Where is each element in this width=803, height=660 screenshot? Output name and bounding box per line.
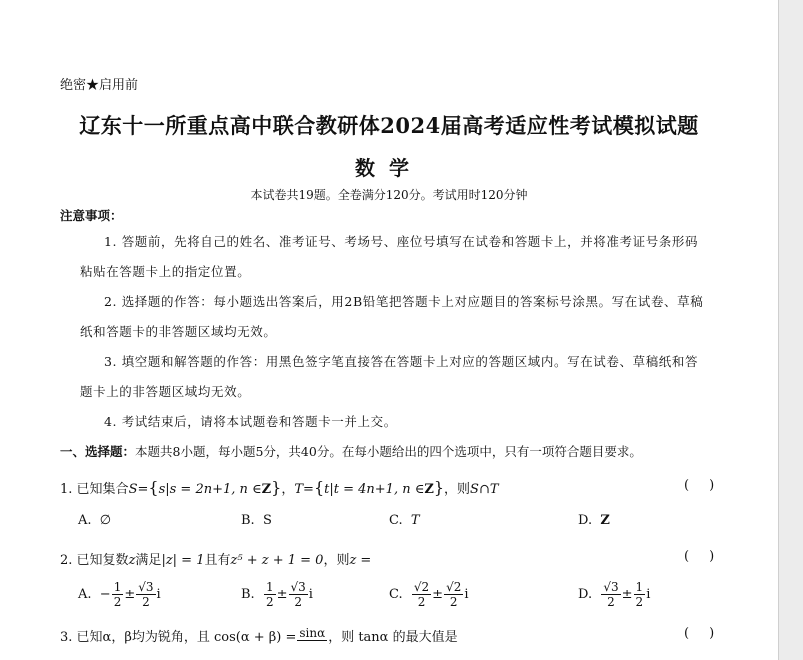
q1-answer-paren: ()	[684, 478, 735, 493]
exam-title: 辽东十一所重点高中联合教研体2024届高考适应性考试模拟试题	[79, 113, 699, 138]
q2-post2: z =	[349, 553, 372, 568]
q2-equation: z⁵ + z + 1 = 0	[230, 553, 324, 568]
q1-expr: S∩T	[470, 482, 499, 497]
notice-item-3-line-2: 题卡上的非答题区域均无效。	[80, 384, 251, 399]
notice-heading: 注意事项：	[60, 208, 123, 223]
section-1-heading	[60, 442, 642, 460]
q1-number: 1.	[60, 482, 73, 497]
q2-option-b: B. $\frac{1}{2}$ ± $\frac{√3}{2}$ i	[241, 580, 313, 609]
q2-option-a: A. − $\frac{1}{2}$ ± $\frac{√3}{2}$ i	[78, 580, 161, 609]
notice-item-2-line-2: 纸和答题卡的非答题区域均无效。	[80, 324, 277, 339]
q1-prefix: 已知集合	[76, 482, 129, 497]
question-1: 1. 已知集合S={s|s = 2n+1, n ∈Z}，T={t|t = 4n+1, n ∈Z}，则S∩T	[60, 478, 499, 497]
notice-item-2-line-1: 2. 选择题的作答：每小题选出答案后，用2B铅笔把答题卡上对应题目的答案标号涂黑。写在试卷、草稿	[104, 294, 704, 309]
q3-answer-paren: ()	[684, 626, 735, 641]
notice-item-1-line-2: 粘贴在答题卡上的指定位置。	[80, 264, 251, 279]
q1-brace-open: {	[148, 478, 159, 497]
q2-abs: |z| = 1	[161, 553, 205, 568]
q1-option-b: B. S	[241, 513, 272, 528]
q1-set-t: T	[294, 482, 304, 497]
q1-var-s: s	[158, 482, 166, 497]
q1-var-t: t	[324, 482, 330, 497]
notice-item-1-line-1: 1. 答题前，先将自己的姓名、准考证号、考场号、座位号填写在试卷和答题卡上，并将准考证号条形码	[104, 234, 699, 249]
q2-mid: 满足	[135, 553, 162, 568]
notice-item-3-line-1: 3. 填空题和解答题的作答：用黑色签字笔直接答在答题卡上对应的答题区域内。写在试卷、草稿纸和答	[104, 354, 699, 369]
q1-bar: |	[165, 482, 170, 497]
q2-number: 2.	[60, 553, 73, 568]
q3-prefix: 已知α，β均为锐角，且 cos(α + β) =	[76, 630, 297, 645]
q1-option-a: A. ∅	[78, 513, 112, 528]
q1-set-s: S	[128, 482, 138, 497]
q3-post: ，则 tanα 的最大值是	[328, 630, 458, 645]
q1-z-1: Z	[261, 482, 272, 497]
question-3	[60, 626, 458, 645]
confidential-label: 绝密★启用前	[60, 78, 139, 93]
q1-comma: ，	[281, 482, 295, 497]
q3-fraction-numerator: sinα	[299, 626, 326, 640]
q2-var-z: z	[128, 553, 136, 568]
q1-then: ，则	[444, 482, 471, 497]
q1-option-d: D. Z	[578, 513, 610, 528]
notice-item-4-line-1: 4. 考试结束后，请将本试题卷和答题卡一并上交。	[104, 414, 397, 429]
q2-post: ，则	[323, 553, 350, 568]
q1-eq: =	[137, 482, 149, 497]
subject-title: 数学	[355, 156, 423, 180]
q1-cond-2: t = 4n+1, n ∈	[333, 482, 425, 497]
exam-info: 本试卷共19题。全卷满分120分。考试用时120分钟	[250, 188, 528, 202]
q1-brace-close: }	[271, 478, 282, 497]
q2-mid2: 且有	[204, 553, 231, 568]
q3-number: 3.	[60, 630, 73, 645]
q1-option-c: C. T	[389, 513, 420, 528]
question-2	[60, 549, 371, 568]
q2-prefix: 已知复数	[76, 553, 129, 568]
q2-answer-paren: ()	[684, 549, 735, 564]
q2-option-c: C. $\frac{√2}{2}$ ± $\frac{√2}{2}$ i	[389, 580, 469, 609]
section-1-title: 一、选择题：	[60, 444, 136, 459]
q1-cond-1: s = 2n+1, n ∈	[169, 482, 262, 497]
q2-option-d: D. $\frac{√3}{2}$ ± $\frac{1}{2}$ i	[578, 580, 651, 609]
section-1-desc: 本题共8小题，每小题5分，共40分。在每小题给出的四个选项中，只有一项符合题目要求。	[135, 444, 642, 459]
